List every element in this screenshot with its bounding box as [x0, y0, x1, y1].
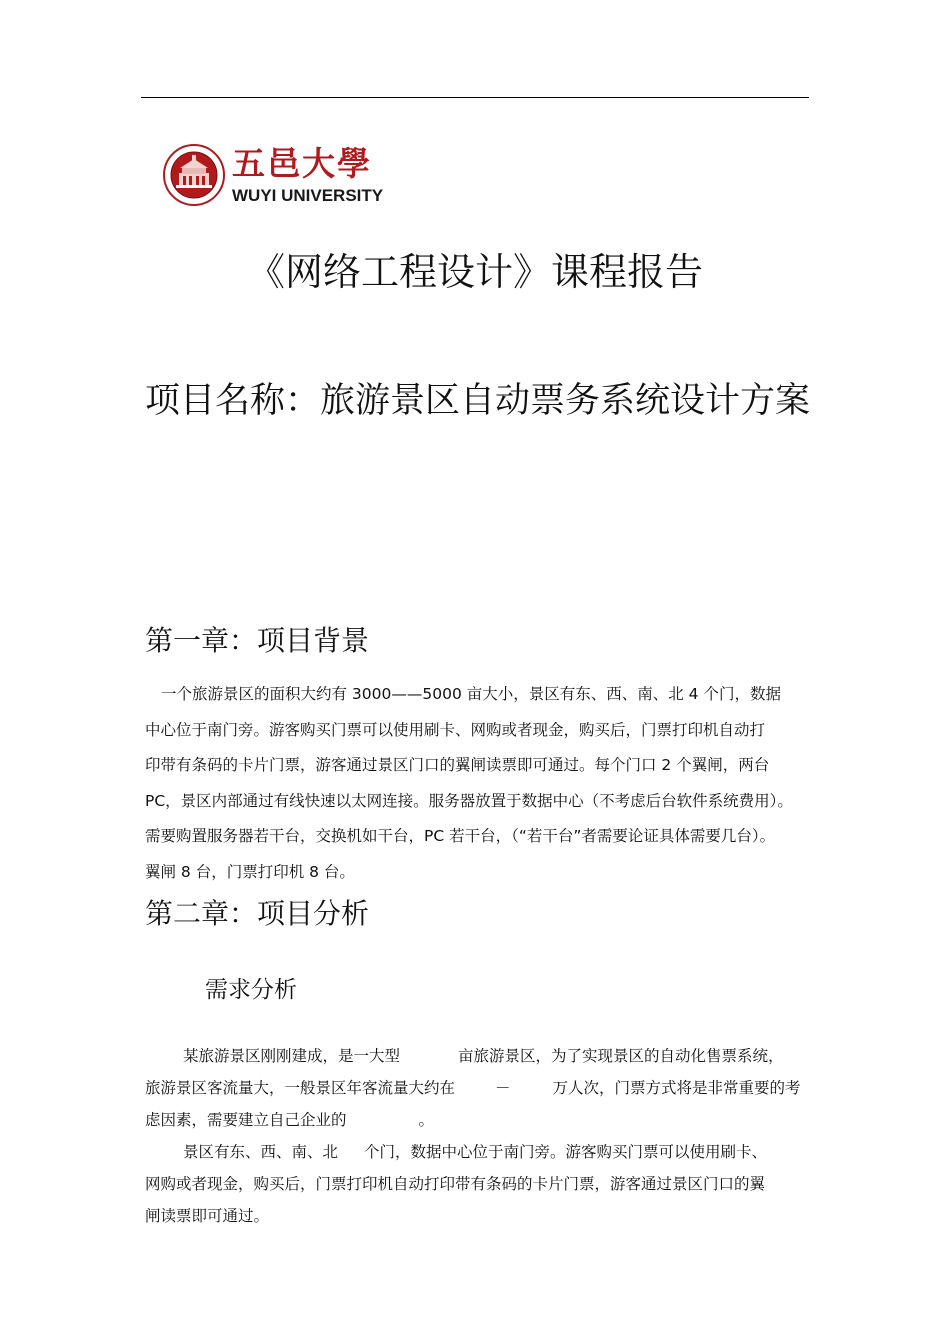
text-fragment: 。: [418, 1111, 435, 1129]
wuyi-university-logo-icon: [162, 143, 412, 207]
text-fragment: 景区有东、西、南、北: [183, 1143, 339, 1161]
header-rule: [141, 97, 809, 98]
paragraph-line: 中心位于南门旁。游客购买门票可以使用刷卡、网购或者现金，购买后，门票打印机自动打: [145, 720, 766, 739]
project-name: 项目名称：旅游景区自动票务系统设计方案: [145, 381, 811, 421]
paragraph-line: 需要购置服务器若干台，交换机如干台，PC 若干台，（“若干台”者需要论证具体需要几台）。: [145, 827, 776, 845]
chapter-2-title: 第二章：项目分析: [145, 897, 370, 930]
text-fragment: 某旅游景区刚刚建成，是一大型: [183, 1047, 401, 1065]
requirements-paragraph-2: [145, 1136, 810, 1232]
university-logo: [162, 143, 412, 207]
paragraph-line: 网购或者现金，购买后，门票打印机自动打印带有条码的卡片门票，游客通过景区门口的翼: [145, 1175, 766, 1193]
chapter-1-title: 第一章：项目背景: [145, 624, 370, 657]
paragraph-line: PC，景区内部通过有线快速以太网连接。服务器放置于数据中心（不考虑后台软件系统费用）。: [145, 791, 793, 810]
section-title: 需求分析: [205, 977, 297, 1003]
text-fragment: 亩旅游景区，为了实现景区的自动化售票系统，: [458, 1047, 784, 1065]
paragraph-line: 翼闸 8 台，门票打印机 8 台。: [145, 862, 355, 881]
chapter-1-paragraph: [145, 677, 810, 890]
svg-text:五邑大學: 五邑大學: [232, 144, 372, 183]
text-fragment: －: [495, 1079, 511, 1097]
requirements-paragraph-1: [145, 1040, 810, 1136]
text-fragment: 虑因素，需要建立自己企业的: [145, 1111, 347, 1129]
paragraph-line: 一个旅游景区的面积大约有 3000——5000 亩大小，景区有东、西、南、北 4 个门，数据: [161, 685, 781, 703]
paragraph-line: 闸读票即可通过。: [145, 1207, 270, 1225]
text-fragment: 万人次，门票方式将是非常重要的考: [552, 1079, 801, 1097]
report-title: 《网络工程设计》课程报告: [246, 250, 703, 294]
text-fragment: 个门，数据中心位于南门旁。游客购买门票可以使用刷卡、: [364, 1143, 768, 1161]
text-fragment: 旅游景区客流量大，一般景区年客流量大约在: [145, 1079, 456, 1097]
svg-text:WUYI UNIVERSITY: WUYI UNIVERSITY: [232, 186, 384, 205]
paragraph-line: 印带有条码的卡片门票，游客通过景区门口的翼闸读票即可通过。每个门口 2 个翼闸，两台: [145, 756, 770, 774]
